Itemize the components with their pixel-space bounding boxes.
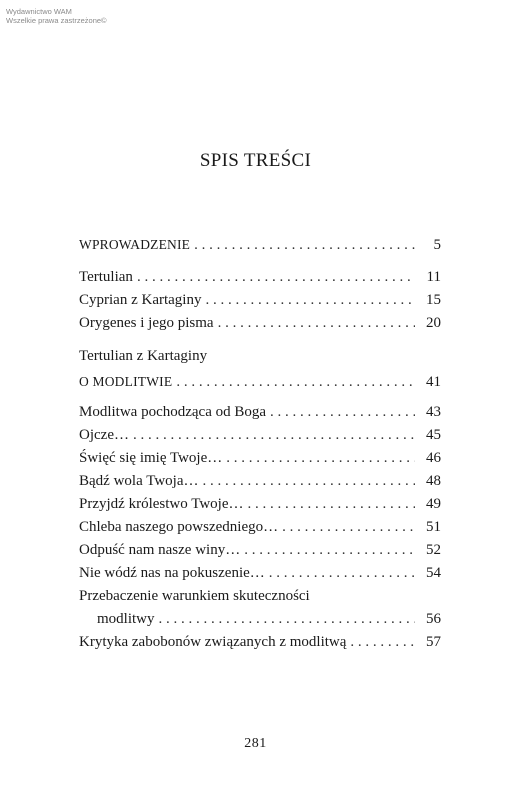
watermark-rights: Wszelkie prawa zastrzeżone© <box>6 16 107 25</box>
leader-dots <box>176 371 415 394</box>
leader-dots <box>137 266 415 289</box>
toc-entry-intro[interactable] <box>79 233 441 256</box>
toc-entry-page: 41 <box>426 374 441 390</box>
toc-entry-page: 5 <box>433 237 441 253</box>
page-number: 281 <box>244 736 267 751</box>
toc-entry[interactable] <box>79 447 441 470</box>
leader-dots <box>159 608 415 631</box>
leader-dots <box>270 401 415 424</box>
leader-dots <box>205 289 415 312</box>
toc-entry[interactable] <box>79 539 441 562</box>
toc-entry-page: 52 <box>426 542 441 558</box>
toc-entry-label: Nie wódź nas na pokuszenie… <box>79 565 265 581</box>
toc-entry[interactable] <box>79 266 441 289</box>
leader-dots <box>269 562 415 585</box>
toc-entry-section[interactable] <box>79 370 441 393</box>
toc-entry-label: Przyjdź królestwo Twoje… <box>79 496 244 512</box>
toc-entry-label: Święć się imię Twoje… <box>79 450 223 466</box>
toc-entry-page: 54 <box>426 565 441 581</box>
toc-entry-label-line1: Przebaczenie warunkiem skuteczności <box>79 588 310 604</box>
table-of-contents <box>79 233 441 654</box>
toc-entry-page: 20 <box>426 315 441 331</box>
leader-dots <box>350 631 415 654</box>
toc-entry-label: Tertulian <box>79 269 133 285</box>
toc-entry-label: O MODLITWIE <box>79 374 173 389</box>
leader-dots <box>133 424 415 447</box>
toc-entry[interactable] <box>79 493 441 516</box>
toc-entry-page: 48 <box>426 473 441 489</box>
toc-entry-page: 45 <box>426 427 441 443</box>
leader-dots <box>226 447 415 470</box>
toc-entry-label: WPROWADZENIE <box>79 237 191 252</box>
toc-entry-label: Bądź wola Twoja… <box>79 473 199 489</box>
toc-entry-label: Modlitwa pochodząca od Boga <box>79 404 267 420</box>
toc-entry-page: 49 <box>426 496 441 512</box>
toc-entry-page: 51 <box>426 519 441 535</box>
toc-entry[interactable] <box>79 424 441 447</box>
toc-entry-multiline[interactable] <box>79 585 441 631</box>
leader-dots <box>244 539 415 562</box>
watermark-publisher: Wydawnictwo WAM <box>6 7 72 16</box>
toc-entry[interactable] <box>79 312 441 335</box>
toc-entry[interactable] <box>79 631 441 654</box>
toc-entry-label: Cyprian z Kartaginy <box>79 292 202 308</box>
toc-entry-label: Chleba naszego powszedniego… <box>79 519 279 535</box>
toc-entry-page: 56 <box>426 611 441 627</box>
leader-dots <box>247 493 415 516</box>
toc-entry[interactable] <box>79 401 441 424</box>
toc-entry-label: Odpuść nam nasze winy… <box>79 542 241 558</box>
leader-dots <box>202 470 415 493</box>
page-title: SPIS TREŚCI <box>199 150 312 171</box>
toc-entry[interactable] <box>79 516 441 539</box>
toc-entry-page: 11 <box>426 269 441 285</box>
toc-entry-page: 15 <box>426 292 441 308</box>
toc-entry-page: 57 <box>426 634 441 650</box>
toc-entry-label: Krytyka zabobonów związanych z modlitwą <box>79 634 347 650</box>
toc-entry-label-line2: modlitwy <box>97 611 155 627</box>
toc-entry[interactable] <box>79 470 441 493</box>
toc-entry-page: 43 <box>426 404 441 420</box>
leader-dots <box>194 234 415 257</box>
leader-dots <box>218 312 415 335</box>
toc-entry[interactable] <box>79 289 441 312</box>
watermark <box>6 7 107 25</box>
section-author: Tertulian z Kartaginy <box>79 348 208 364</box>
toc-entry[interactable] <box>79 562 441 585</box>
leader-dots <box>282 516 415 539</box>
toc-entry-label: Ojcze… <box>79 427 129 443</box>
toc-entry-label: Orygenes i jego pisma <box>79 315 214 331</box>
toc-entry-page: 46 <box>426 450 441 466</box>
